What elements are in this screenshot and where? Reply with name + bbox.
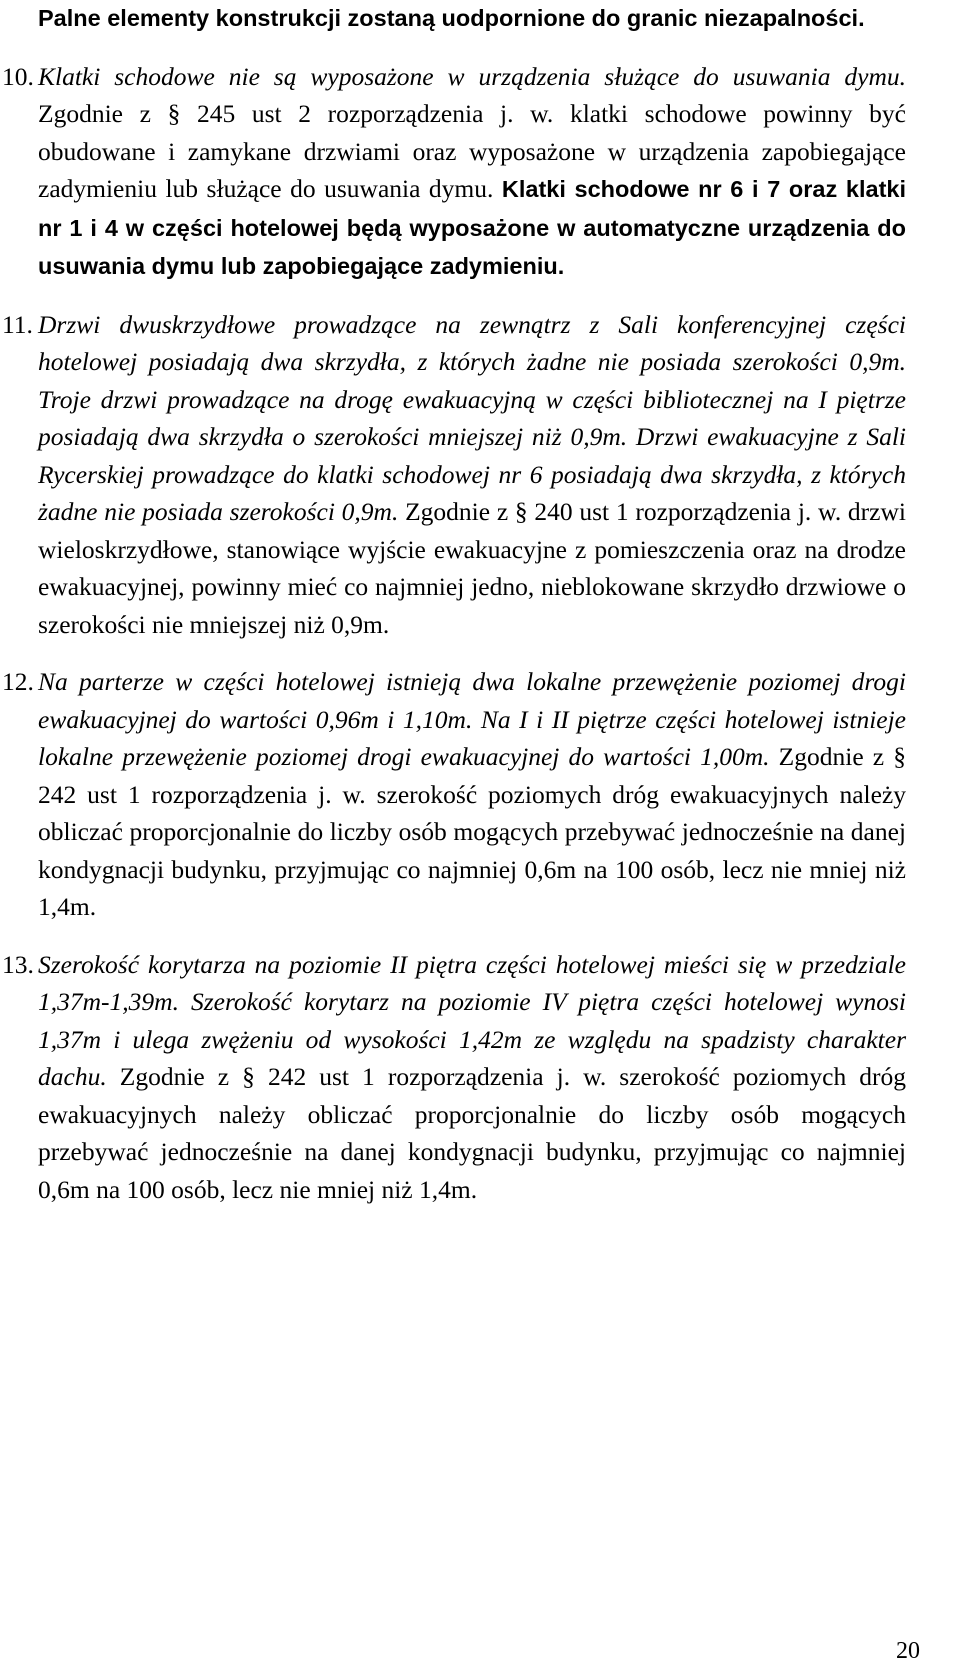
list-item-10 bbox=[2, 58, 907, 286]
item-text bbox=[38, 58, 906, 286]
document-page bbox=[2, 0, 907, 1208]
item-italic-text: Drzwi dwuskrzydłowe prowadzące na zewnątrz z Sali konferencyjnej części hotelowej posiadają dwa skrzydła, z których żadne nie posiada szerokości 0,9m. Troje drzwi prowadzące na drogę ewakuacyjną w części bibliotecznej na I piętrze posiadają dwa skrzydła o szerokości mniejszej niż 0,9m. Drzwi ewakuacyjne z Sali Rycerskiej prowadzące do klatki schodowej nr 6 posiadają dwa skrzydła, z których żadne nie posiada szerokości 0,9m. bbox=[38, 309, 906, 526]
item-italic-text: Klatki schodowe nie są wyposażone w urządzenia służące do usuwania dymu. bbox=[38, 61, 906, 91]
intro-paragraph: Palne elementy konstrukcji zostaną uodpornione do granic niezapalności. bbox=[38, 5, 865, 31]
item-number: 12. bbox=[2, 667, 34, 696]
item-number: 10. bbox=[2, 61, 34, 91]
item-regular-text: Zgodnie z § 242 ust 1 rozporządzenia j. w. szerokość poziomych dróg ewakuacyjnych należy obliczać proporcjonalnie do liczby osób mogących przebywać jednocześnie na danej kondygnacji budynku, przyjmując co najmniej 0,6m na 100 osób, lecz nie mniej niż 1,4m. bbox=[38, 1062, 906, 1204]
item-text bbox=[38, 306, 906, 644]
page-number: 20 bbox=[896, 1638, 920, 1664]
item-bold-text: Klatki schodowe nr 6 i 7 oraz klatki nr 1 i 4 w części hotelowej będą wyposażone w automatyczne urządzenia do usuwania dymu lub zapobiegające zadymieniu. bbox=[38, 176, 907, 279]
list-item-13 bbox=[2, 946, 906, 1209]
item-text bbox=[38, 663, 906, 926]
list-item-11 bbox=[2, 306, 906, 644]
item-number: 13. bbox=[2, 949, 34, 979]
item-regular-text: Zgodnie z § 242 ust 1 rozporządzenia j. w. szerokość poziomych dróg ewakuacyjnych należy obliczać proporcjonalnie do liczby osób mogących przebywać jednocześnie na danej kondygnacji budynku, przyjmując co najmniej 0,6m na 100 osób, lecz nie mniej niż 1,4m. bbox=[38, 742, 906, 921]
item-number: 11. bbox=[2, 309, 33, 339]
item-italic-text: Na parterze w części hotelowej istnieją dwa lokalne przewężenie poziomej drogi ewakuacyjnej do wartości 0,96m i 1,10m. Na I i II piętrze części hotelowej istnieje lokalne przewężenie poziomej drogi ewakuacyjnej do wartości 1,00m. bbox=[38, 667, 906, 771]
item-regular-text: Zgodnie z § 240 ust 1 rozporządzenia j. w. drzwi wieloskrzydłowe, stanowiące wyjście ewakuacyjne z pomieszczenia oraz na drodze ewakuacyjnej, powinny mieć co najmniej jedno, nieblokowane skrzydło drzwiowe o szerokości nie mniejszej niż 0,9m. bbox=[38, 497, 906, 639]
item-text bbox=[38, 946, 906, 1209]
list-item-12 bbox=[2, 663, 906, 926]
item-italic-text: Szerokość korytarza na poziomie II piętra części hotelowej mieści się w przedziale 1,37m-1,39m. Szerokość korytarz na poziomie IV piętra części hotelowej wynosi 1,37m i ulega zwężeniu od wysokości 1,42m ze względu na spadzisty charakter dachu. bbox=[38, 949, 906, 1091]
item-regular-text: Zgodnie z § 245 ust 2 rozporządzenia j. w. klatki schodowe powinny być obudowane i zamykane drzwiami oraz wyposażone w urządzenia zapobiegające zadymieniu lub służące do usuwania dymu. bbox=[38, 99, 906, 203]
